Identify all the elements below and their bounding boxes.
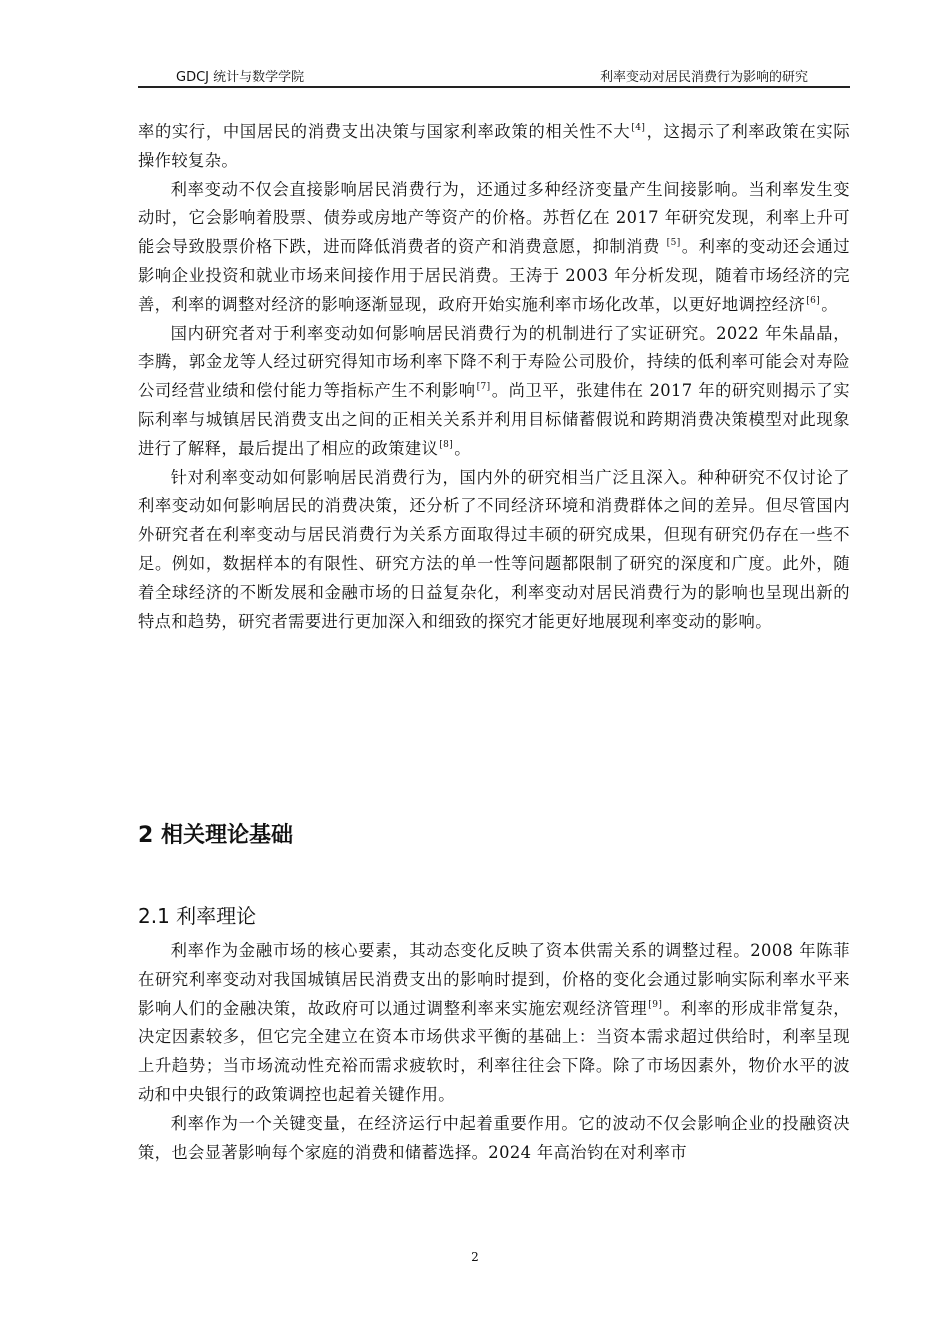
paragraph-6: 利率作为一个关键变量，在经济运行中起着重要作用。它的波动不仅会影响企业的投融资决策，也会显著影响每个家庭的消费和储蓄选择。2024 年高治钧在对利率市 [138,1113,850,1162]
citation-4: [4] [631,123,646,133]
body-text-top [138,118,850,636]
subsection-heading: 2.1 利率理论 [138,904,257,928]
citation-6: [6] [806,295,821,306]
paragraph-1: 率的实行，中国居民的消费支出决策与国家利率政策的相关性不大[4]，这揭示了利率政策在实际操作较复杂。 [138,122,850,170]
page-header [138,62,850,86]
paragraph-5: 利率作为金融市场的核心要素，其动态变化反映了资本供需关系的调整过程。2008 年陈菲在研究利率变动对我国城镇居民消费支出的影响时提到，价格的变化会通过影响实际利率水平来影响人们的金融决策，故政府可以通过调整利率来实施宏观经济管理[9]。利率的形成非常复杂，决定因素较多，但它完全建立在资本市场供求平衡的基础上：当资本需求超过供给时，利率呈现上升趋势；当市场流动性充裕而需求疲软时，利率往往会下降。除了市场因素外，物价水平的波动和中央银行的政策调控也起着关键作用。 [138,941,850,1104]
section-heading: 2 相关理论基础 [138,823,293,848]
citation-9: [9] [648,999,663,1010]
citation-7: [7] [476,382,491,393]
body-text-bottom [138,937,850,1167]
citation-5: [5] [666,238,681,249]
paragraph-4: 针对利率变动如何影响居民消费行为，国内外的研究相当广泛且深入。种种研究不仅讨论了利率变动如何影响居民的消费决策，还分析了不同经济环境和消费群体之间的差异。但尽管国内外研究者在利率变动与居民消费行为关系方面取得过丰硕的研究成果，但现有研究仍存在一些不足。例如，数据样本的有限性、研究方法的单一性等问题都限制了研究的深度和广度。此外，随着全球经济的不断发展和金融市场的日益复杂化，利率变动对居民消费行为的影响也呈现出新的特点和趋势，研究者需要进行更加深入和细致的探究才能更好地展现利率变动的影响。 [138,467,850,631]
header-right-text: 利率变动对居民消费行为影响的研究 [599,70,808,85]
header-divider [138,86,850,88]
page-number: 2 [471,1250,479,1264]
paragraph-2: 利率变动不仅会直接影响居民消费行为，还通过多种经济变量产生间接影响。当利率发生变动时，它会影响着股票、债券或房地产等资产的价格。苏哲亿在 2017 年研究发现，利率上升可能会导致股票价格下跌，进而降低消费者的资产和消费意愿，抑制消费 [5]。利率的变动还会通过影响企业投资和就业市场来间接作用于居民消费。王涛于 2003 年分析发现，随着市场经济的完善，利率的调整对经济的影响逐渐显现，政府开始实施利率市场化改革，以更好地调控经济[6]。 [138,179,850,314]
paragraph-3: 国内研究者对于利率变动如何影响居民消费行为的机制进行了实证研究。2022 年朱晶晶，李腾，郭金龙等人经过研究得知市场利率下降不利于寿险公司股价，持续的低利率可能会对寿险公司经营业绩和偿付能力等指标产生不利影响[7]。尚卫平，张建伟在 2017 年的研究则揭示了实际利率与城镇居民消费支出之间的正相关关系并利用目标储蓄假说和跨期消费决策模型对此现象进行了解释，最后提出了相应的政策建议[8]。 [138,323,850,458]
citation-8: [8] [439,439,454,450]
header-left-text: GDCJ 统计与数学学院 [176,70,305,85]
